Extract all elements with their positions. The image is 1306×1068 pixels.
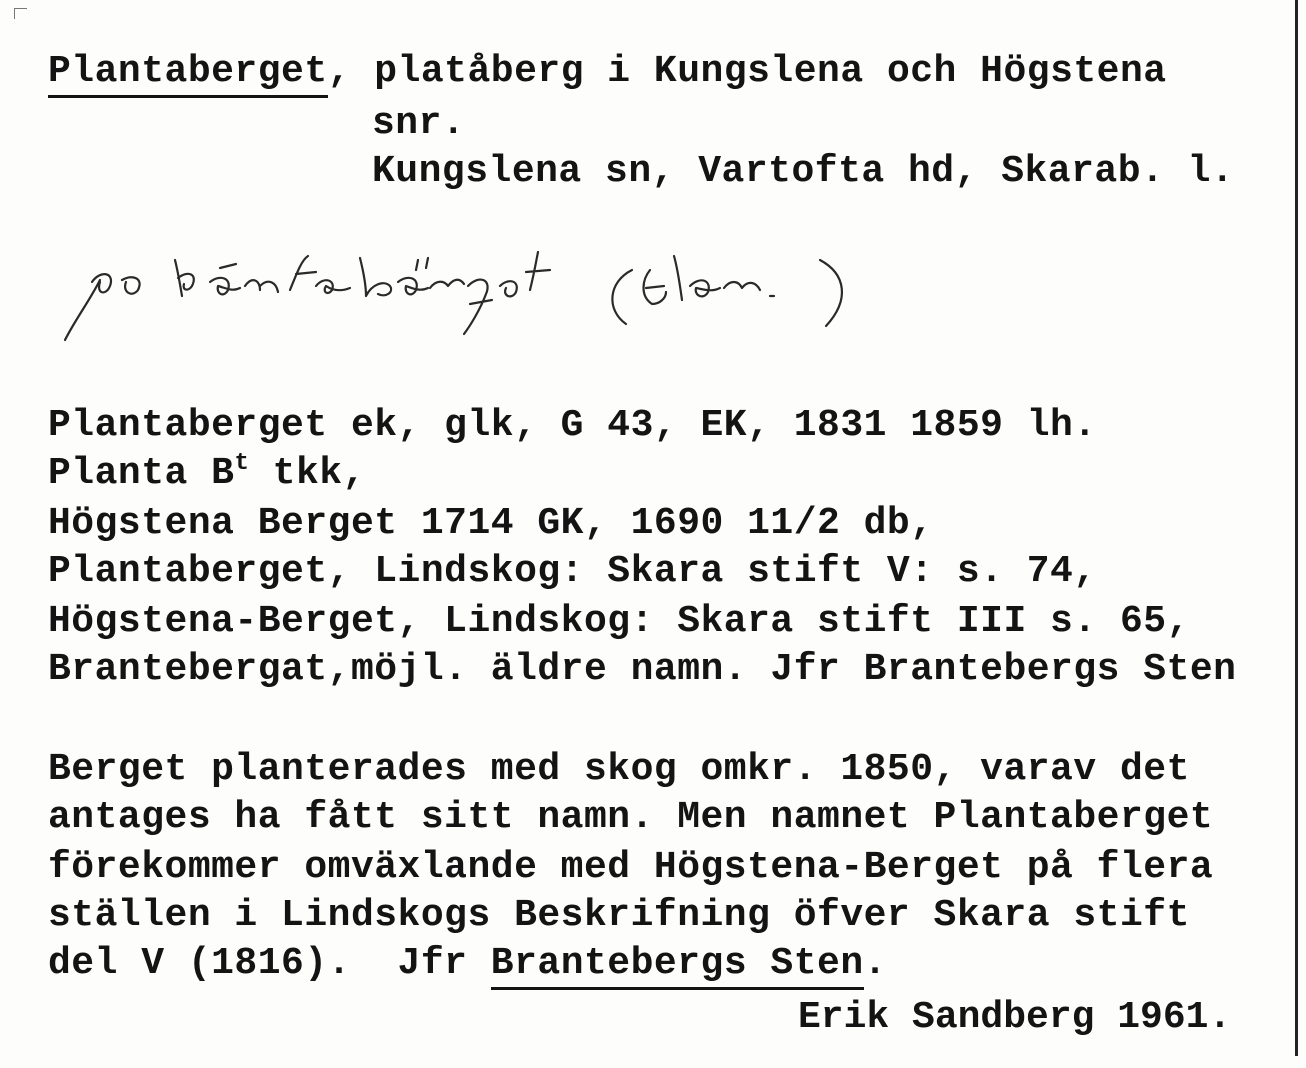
header-line-2: snr.: [372, 102, 466, 145]
source-line-5: Högstena-Berget, Lindskog: Skara stift III s. 65,: [48, 600, 1190, 643]
source-line-2-pre: Planta B: [48, 452, 235, 495]
place-name: Plantaberget: [48, 50, 328, 98]
header-line-3: Kungslena sn, Vartofta hd, Skarab. l.: [372, 150, 1235, 193]
paragraph-line-1: Berget planterades med skog omkr. 1850, varav det: [48, 748, 1190, 791]
paragraph-line-3: förekommer omväxlande med Högstena-Berget på flera: [48, 846, 1214, 889]
corner-mark: [14, 8, 27, 19]
source-line-4: Plantaberget, Lindskog: Skara stift V: s. 74,: [48, 550, 1097, 593]
paragraph-line-4: ställen i Lindskogs Beskrifning öfver Skara stift: [48, 894, 1190, 937]
source-line-1: Plantaberget ek, glk, G 43, EK, 1831 1859 lh.: [48, 404, 1097, 447]
signature: Erik Sandberg 1961.: [798, 996, 1232, 1039]
cross-reference: Brantebergs Sten: [491, 942, 864, 990]
card-edge: [1295, 0, 1298, 1056]
header-line-1: [48, 50, 1167, 94]
source-line-6: Brantebergat,möjl. äldre namn. Jfr Brantebergs Sten: [48, 648, 1237, 691]
source-line-3: Högstena Berget 1714 GK, 1690 11/2 db,: [48, 502, 934, 545]
place-description: , platåberg i Kungslena och Högstena: [327, 50, 1167, 93]
paragraph-line-5-pre: del V (1816). Jfr: [48, 942, 491, 985]
source-line-2: [48, 452, 366, 496]
handwritten-note: [60, 230, 940, 350]
paragraph-line-5: [48, 942, 887, 986]
paragraph-line-2: antages ha fått sitt namn. Men namnet Plantaberget: [48, 796, 1214, 839]
source-line-2-post: tkk,: [249, 452, 366, 495]
source-line-2-sup: t: [234, 450, 250, 477]
paragraph-line-5-post: .: [863, 942, 887, 985]
